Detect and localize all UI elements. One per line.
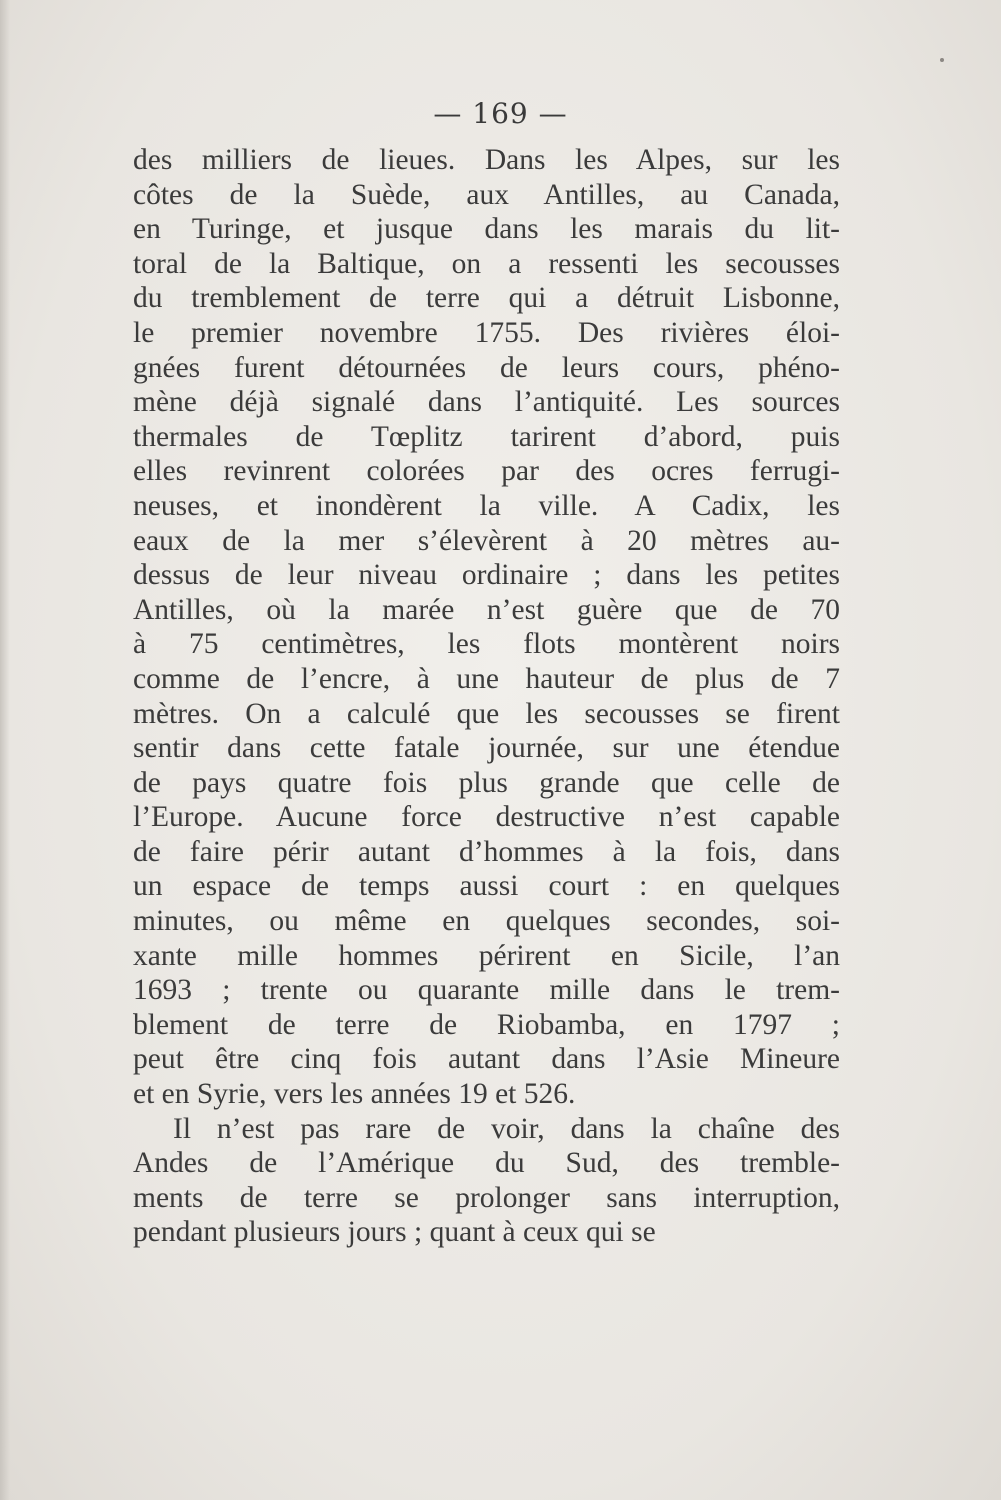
text-line: xante mille hommes périrent en Sicile, l’an [133,939,840,972]
text-line: gnées furent détournées de leurs cours, phéno- [133,351,840,384]
body-text [133,143,840,1250]
text-line: neuses, et inondèrent la ville. A Cadix, les [133,489,840,522]
text-line: le premier novembre 1755. Des rivières éloi- [133,316,840,349]
text-line: de faire périr autant d’hommes à la fois, dans [133,835,840,868]
text-line: l’Europe. Aucune force destructive n’est capable [133,801,840,834]
text-line: à 75 centimètres, les flots montèrent noirs [133,628,840,661]
text-line: en Turinge, et jusque dans les marais du lit- [133,213,840,246]
text-line: pendant plusieurs jours ; quant à ceux qui se [133,1216,656,1249]
text-line: 1693 ; trente ou quarante mille dans le trem- [133,974,840,1007]
page-edge-shadow [0,0,10,1500]
paper-speck [940,58,944,62]
text-line: Antilles, où la marée n’est guère que de 70 [133,593,840,626]
paragraph [133,143,840,1112]
text-line: un espace de temps aussi court : en quelques [133,870,840,903]
text-line: thermales de Tœplitz tarirent d’abord, puis [133,420,840,453]
text-line: sentir dans cette fatale journée, sur une étendue [133,732,840,765]
text-line: ments de terre se prolonger sans interruption, [133,1181,840,1214]
page-number: — 169 — [433,97,568,130]
text-line: peut être cinq fois autant dans l’Asie Mineure [133,1043,840,1076]
text-line: mène déjà signalé dans l’antiquité. Les sources [133,386,840,419]
text-line: côtes de la Suède, aux Antilles, au Canada, [133,178,840,211]
text-line: blement de terre de Riobamba, en 1797 ; [133,1008,840,1041]
text-line: dessus de leur niveau ordinaire ; dans les petites [133,559,840,592]
text-line: eaux de la mer s’élevèrent à 20 mètres au- [133,524,840,557]
text-line: Il n’est pas rare de voir, dans la chaîne des [173,1112,840,1145]
text-line: minutes, ou même en quelques secondes, soi- [133,905,840,938]
text-line: du tremblement de terre qui a détruit Lisbonne, [133,282,840,315]
text-line: elles revinrent colorées par des ocres ferrugi- [133,455,840,488]
text-line: mètres. On a calculé que les secousses se firent [133,697,840,730]
text-line: de pays quatre fois plus grande que celle de [133,766,840,799]
paragraph [133,1112,840,1250]
text-line: toral de la Baltique, on a ressenti les secousses [133,247,840,280]
text-line: comme de l’encre, à une hauteur de plus de 7 [133,662,840,695]
text-line: Andes de l’Amérique du Sud, des tremble- [133,1147,840,1180]
text-line: et en Syrie, vers les années 19 et 526. [133,1078,576,1111]
text-line: des milliers de lieues. Dans les Alpes, sur les [133,144,840,176]
